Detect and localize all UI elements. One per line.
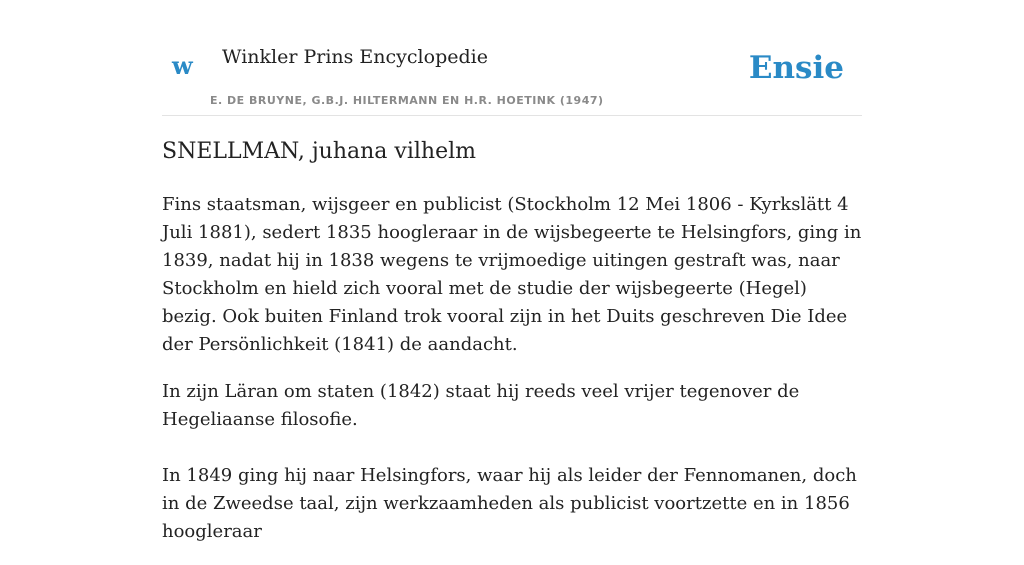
ensie-logo[interactable]: Ensie [748,50,844,86]
source-authors: E. DE BRUYNE, G.B.J. HILTERMANN EN H.R. HOETINK (1947) [210,94,604,107]
article-body [162,138,862,565]
article-paragraph: In zijn Läran om staten (1842) staat hij reeds veel vrijer tegenover de Hegeliaanse filosofie. [162,380,800,430]
article-paragraph: In 1849 ging hij naar Helsingfors, waar hij als leider der Fennomanen, doch in de Zweedse taal, zijn werkzaamheden als publicist voortzette en in 1856 hoogleraar [162,464,857,542]
source-header [162,40,862,116]
article-paragraph: Fins staatsman, wijsgeer en publicist (Stockholm 12 Mei 1806 - Kyrkslätt 4 Juli 1881), sedert 1835 hoogleraar in de wijsbegeerte te Helsingfors, ging in 1839, nadat hij in 1838 wegens te vrijmoedige uitingen gestraft was, naar Stockholm en hield zich vooral met de studie der wijsbegeerte (Hegel) bezig. Ook buiten Finland trok vooral zijn in het Duits geschreven Die Idee der Persönlichkeit (1841) de aandacht. [162,193,862,355]
article-title: SNELLMAN, juhana vilhelm [162,139,476,164]
source-logo[interactable]: w [172,51,193,80]
source-title-link[interactable]: Winkler Prins Encyclopedie [222,46,488,68]
